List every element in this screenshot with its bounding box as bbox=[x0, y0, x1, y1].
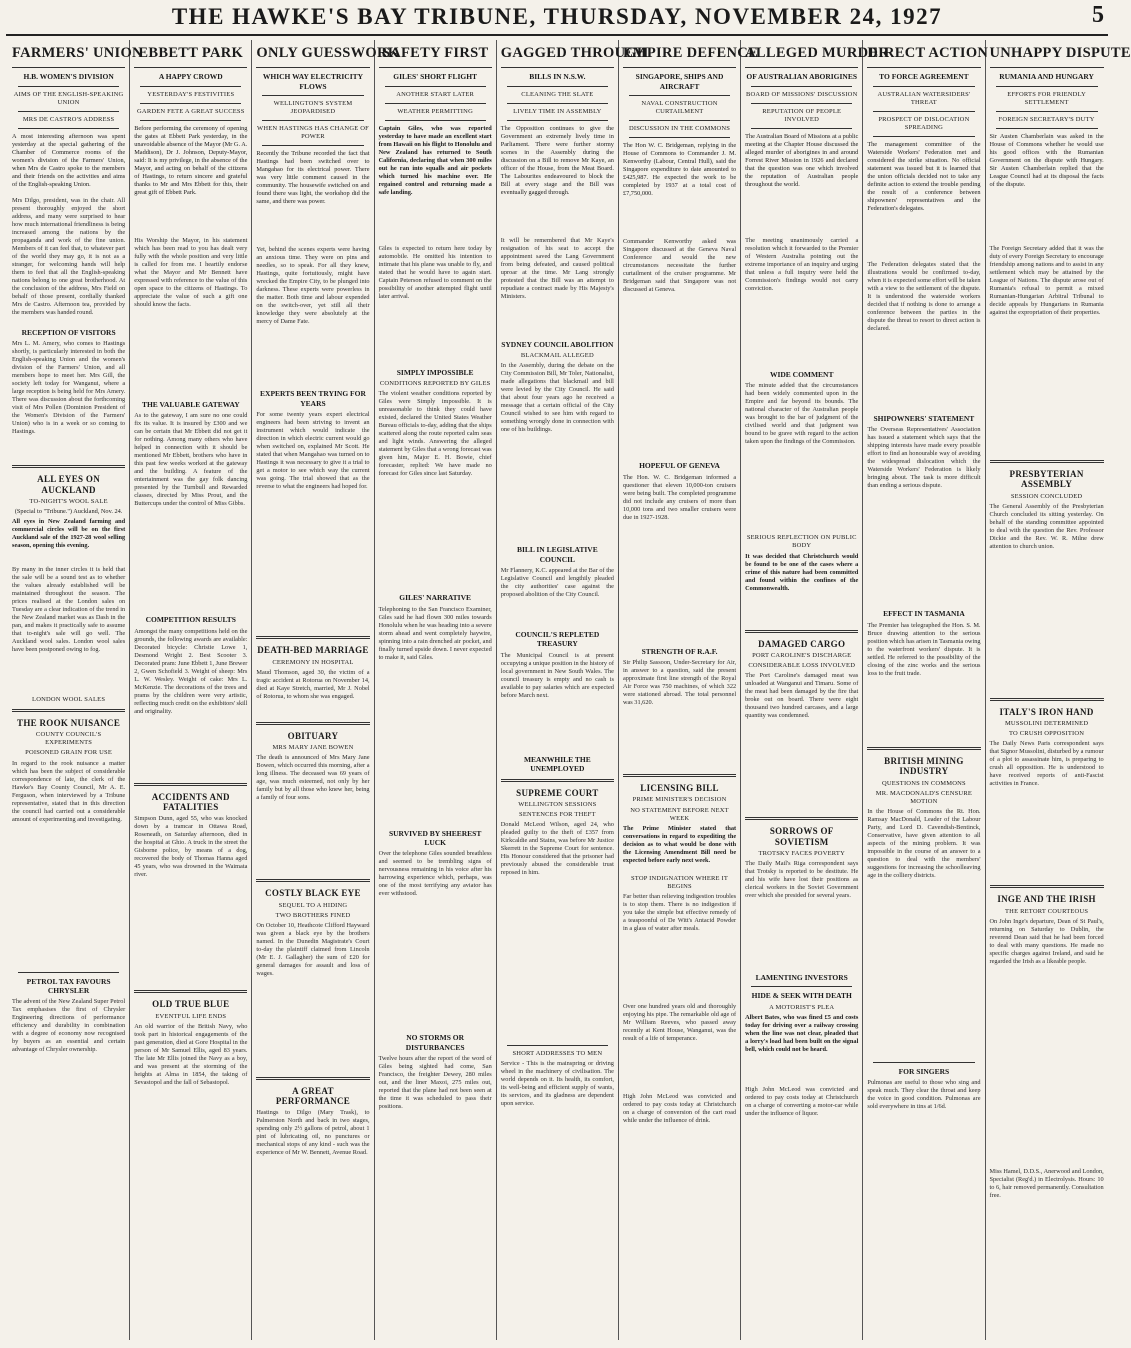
section-heading: WIDE COMMENT bbox=[769, 369, 834, 379]
divider bbox=[385, 120, 486, 121]
divider bbox=[134, 990, 247, 993]
section-heading: MEANWHILE THE UNEMPLOYED bbox=[523, 754, 591, 774]
headline: GAGGED THROUGH bbox=[501, 40, 614, 68]
section-heading: OLD TRUE BLUE bbox=[152, 999, 230, 1010]
divider bbox=[990, 885, 1104, 888]
divider bbox=[751, 128, 852, 129]
section-heading: SYDNEY COUNCIL ABOLITION bbox=[501, 339, 614, 349]
article-lead: Sir Austen Chamberlain was asked in the House of Commons whether he would use his good offices with the Rumanian Government on the dispute with Hungary. Sir Austen Chamberlain replied that the League Council had at its disposal the facts of the dispute. bbox=[989, 132, 1104, 188]
subheading: H.B. WOMEN'S DIVISION bbox=[23, 72, 114, 82]
article-body: Over the telephone Giles sounded breathless and seemed to be trembling signs of nervousness remaining in his voice after his harrowing experience which, perhaps, was one of the most terrifying any aviator has ever withstood. bbox=[378, 850, 492, 898]
section-heading: PRESBYTERIAN ASSEMBLY bbox=[1009, 468, 1084, 490]
section-heading: LAMENTING INVESTORS bbox=[755, 973, 848, 982]
article-body: The Federation delegates stated that the illustrations would be confirmed to-day, when it is expected some effort will be taken with a view to the settlement of the dispute. It is understood the waterside workers decided that if nothing is done to arrange a conference between the parties in the dispute the threat to resort to direct action is declared. bbox=[867, 261, 981, 333]
divider bbox=[507, 1045, 608, 1046]
subheading: TWO BROTHERS FINED bbox=[275, 911, 351, 919]
subheading: YESTERDAY'S FESTIVITIES bbox=[147, 90, 235, 98]
section-heading: COMPETITION RESULTS bbox=[145, 615, 236, 625]
divider bbox=[867, 747, 980, 750]
subheading: DISCUSSION IN THE COMMONS bbox=[628, 125, 731, 133]
headline: UNHAPPY DISPUTE bbox=[990, 40, 1104, 68]
subheading: COUNTY COUNCIL'S EXPERIMENTS bbox=[35, 731, 102, 747]
subheading: PORT CAROLINE'S DISCHARGE bbox=[752, 651, 852, 659]
section-heading: PETROL TAX FAVOURS CHRYSLER bbox=[26, 976, 111, 995]
divider bbox=[629, 137, 730, 138]
subheading: MRS DE CASTRO'S ADDRESS bbox=[22, 115, 115, 123]
headline: DIRECT ACTION bbox=[867, 40, 980, 68]
article-body: His Worship the Mayor, in his statement which has been read to you has dealt very fully with the whole position and very little is called for from me. I heartily endorse what the Mayor and Mr Bennett have expressed with reference to the value of this open space to the citizens of Hastings. To appreciate the value of such a gift one should know the facts. bbox=[134, 236, 248, 308]
divider bbox=[385, 103, 486, 104]
section-heading: EFFECT IN TASMANIA bbox=[883, 609, 965, 619]
subheading: QUESTIONS IN COMMONS bbox=[882, 779, 966, 787]
subheading: CONSIDERABLE LOSS INVOLVED bbox=[748, 662, 856, 670]
subheading: TROTSKY FACES POVERTY bbox=[758, 849, 845, 857]
page-number: 5 bbox=[1092, 2, 1104, 28]
divider bbox=[990, 698, 1104, 701]
masthead bbox=[0, 0, 1114, 40]
subheading: OF AUSTRALIAN ABORIGINES bbox=[746, 72, 858, 82]
subheading: SEQUEL TO A HIDING bbox=[278, 901, 348, 909]
section-heading: COSTLY BLACK EYE bbox=[265, 888, 361, 899]
section-heading: ITALY'S IRON HAND bbox=[999, 706, 1094, 717]
article-body: The Hon. W. C. Bridgeman informed a questioner that eleven 10,000-ton cruisers were being built. The completed programme did not include any cruisers of more than 10,000 tons and two smaller cruisers were due in 1927-1928. bbox=[622, 473, 737, 521]
article-body: Hastings to Dilgo (Mary Trask), to Palmerston North and back in two stages, spending only 2½ gallons of petrol, about 1 pint of lubricating oil, no punctures or mechanical stops of any kind - such was the experience of Mr W. Bennett, Avenue Road. bbox=[256, 1109, 370, 1157]
subheading: A HAPPY CROWD bbox=[158, 72, 223, 82]
article-body: High John McLeod was convicted and ordered to pay costs today at Christchurch on a charge of conversion of the cart road while under the influence of drink. bbox=[622, 1093, 737, 1125]
subheading: TO FORCE AGREEMENT bbox=[879, 72, 969, 82]
article-body: Yet, behind the scenes experts were having an anxious time. They were on pins and needles, so to speak. For all they knew, Hastings, quite fortuitously, might have wrecked the Empire City, to be plunged into darkness. These experts were powerless in the matter. Both time and labour expended on the switch-over, yet still all their knowledge they were absolutely at the mercy of Dame Fate. bbox=[256, 246, 370, 326]
section-heading: THE ROOK NUISANCE bbox=[17, 717, 121, 728]
subheading: MR. MACDONALD'S CENSURE MOTION bbox=[875, 789, 973, 805]
section-heading: OBITUARY bbox=[287, 730, 339, 741]
article-body: Sir Philip Sassoon, Under-Secretary for Air, in answer to a question, said the present approximate first line strength of the Royal Air Force was 750 machines, of which 322 were stationed abroad. The total personnel was 31,620. bbox=[622, 659, 737, 707]
article-body: The death is announced of Mrs Mary Jane Bowen, which occurred this morning, after a long illness. The deceased was 69 years of age, was much esteemed, not only by her family but by all those who knew her, being a family of four sons. bbox=[256, 754, 370, 802]
divider bbox=[751, 103, 852, 104]
section-heading: SERIOUS REFLECTION ON PUBLIC BODY bbox=[746, 534, 857, 550]
divider bbox=[256, 636, 369, 639]
article-lead: The Australian Board of Missions at a public meeting at the Chapter House discussed the alleged murder of aborigines in and around Forrest River Mission in 1926 and declared that the question was one which involved the reputation of Australian people throughout the world. bbox=[745, 132, 859, 188]
divider bbox=[623, 774, 736, 777]
article-body: Mrs Dilgo, president, was in the chair. All present thoroughly enjoyed the short address, and many were surprised to hear how much international friendliness is being increased among the nations by the propaganda and work of the fine union. Members of it can feel that, to whatever part of the world they may go, it is not as a stranger, for welcoming hands will help them to feel that all the English-speaking nations belong to one great brotherhood. At the conclusion of the address, Mrs Field on behalf of those present, cordially thanked Mrs de Castro. Afternoon tea, provided by the members was handed round. bbox=[12, 196, 126, 316]
article-body: The Foreign Secretary added that it was the duty of every Foreign Secretary to encourage friendship among nations and to assist in any settlement which may be attained by the League of Nations. The dispute arose out of Rumania's refusal to permit a mixed Rumanian-Hungarian Arbitral Tribunal to decide appeals by Hungarians in Rumania against the expropriation of their properties. bbox=[989, 244, 1104, 316]
subheading: WEATHER PERMITTING bbox=[397, 107, 473, 115]
section-heading: SIMPLY IMPOSSIBLE bbox=[396, 367, 474, 377]
section-heading: RECEPTION OF VISITORS bbox=[21, 327, 116, 337]
divider bbox=[629, 95, 730, 96]
subheading: POISONED GRAIN FOR USE bbox=[25, 749, 113, 757]
divider bbox=[262, 145, 363, 146]
article-body: The Daily Mail's Riga correspondent says that Trotsky is reported to be destitute. He and his wife have lost their positions as clerical workers in the Soviet Government over which she presided for several years. bbox=[745, 860, 859, 899]
divider bbox=[18, 86, 119, 87]
divider bbox=[751, 86, 852, 87]
subheading: BLACKMAIL ALLEGED bbox=[520, 352, 594, 360]
section-heading: SURVIVED BY SHEEREST LUCK bbox=[388, 828, 482, 848]
subheading: NAVAL CONSTRUCTION CURTAILMENT bbox=[641, 99, 718, 116]
article-body: Miss Hamel, D.D.S., Anerwood and London, Specialist (Reg'd.) in Electrolysis. Hours: 10 to 6, hair removed permanently. Consultation free. bbox=[989, 1167, 1104, 1199]
divider bbox=[873, 1062, 974, 1063]
article-body: For some twenty years expert electrical engineers had been striving to invent an instrument which would indicate the direction in which electric current would go when switched on, explained Mr Scott. He stated that when Mangahao was turned on to Hastings it was necessary to give it a trial to get a motor to see which way the current was going. The trial showed that as the reverse to what the engineers had hoped for. bbox=[256, 411, 370, 491]
subheading: CEREMONY IN HOSPITAL bbox=[272, 658, 354, 666]
article-lead: Before performing the ceremony of opening the gates at Ebbett Park yesterday, in the unavoidable absence of the Mayor (Mr G. A. Maddison), Dr J. Johnson, Deputy-Mayor, said: It is my privilege, in the absence of the Mayor, and acting on behalf of the citizens of Hastings, to return sincere and grateful thanks to Mr and Mrs Ebbett for this, their great gift of Ebbett Park. bbox=[134, 124, 248, 196]
subheading: TO-NIGHT'S WOOL SALE bbox=[29, 498, 108, 506]
divider bbox=[873, 86, 974, 87]
article-body: It will be remembered that Mr Kaye's resignation of his seat to accept the appointment saved the Lang Government from being defeated, and caused political uproar at the time. Mr Lang strongly protested that the Bill was an attempt to repudiate a contract made by His Majesty's Ministers. bbox=[500, 236, 614, 300]
article-lead: The Prime Minister stated that conversations in regard to expediting the decision as to what would be done with the Licensing Amendment Bill need be expected before early next week. bbox=[622, 824, 737, 864]
column-farmers-union bbox=[8, 40, 143, 1340]
subheading: GILES' SHORT FLIGHT bbox=[393, 72, 478, 82]
divider bbox=[12, 465, 125, 468]
section-heading: BRITISH MINING INDUSTRY bbox=[884, 755, 964, 777]
article-body: Telephoning to the San Francisco Examiner, Giles said he had flown 300 miles towards Honolulu when he was heading into a severe storm ahead and went completely haywire, spinning into a rain drenched air pocket, and finally turned upside down. I never expected to make it, said Giles. bbox=[378, 605, 492, 661]
article-body: By many in the inner circles it is held that the sale will be a sound test as to whether the values already established will be maintained throughout the season. The prices realised at the London sales on Tuesday are a clear indication of the trend in the New Zealand market was as Dash in the pan, and makes it practically safe to assume that to-night's sale will go well. The Auckland wool sales. London wool sales have been postponed owing to fog. bbox=[12, 565, 126, 653]
article-body: Over one hundred years old and thoroughly enjoying his pipe. The remarkable old age of Mr William Reeves, who passed away recently at Kent House, Wanganui, was the result of a life of temperance. bbox=[622, 1003, 737, 1043]
article-body: On October 10, Heathcote Clifford Hayward was given a black eye by the brothers named. In the Dunedin Magistrate's Court to-day the plaintiff claimed from Lincoln (Mr E. J. Gallagher) the sum of £20 for general damages for assault and loss of wages. bbox=[256, 921, 370, 977]
divider bbox=[745, 817, 858, 820]
subheading: AIMS OF THE ENGLISH-SPEAKING UNION bbox=[13, 90, 124, 106]
section-heading: SHORT ADDRESSES TO MEN bbox=[512, 1050, 603, 1058]
divider bbox=[385, 86, 486, 87]
divider bbox=[996, 128, 1098, 129]
column-empire-defence bbox=[619, 40, 759, 1340]
section-heading: LICENSING BILL bbox=[640, 783, 719, 794]
divider bbox=[18, 111, 119, 112]
article-lead: It was decided that Christchurch would be found to be one of the cases where a crime of this nature had been committed and found within the confines of the Commonwealth. bbox=[745, 552, 859, 592]
article-body: The meeting unanimously carried a resolution which it forwarded to the Premier of Western Australia pointing out the extreme importance of an inquiry and urging that unless a full inquiry were held the Commission's findings would not carry conviction. bbox=[745, 236, 859, 292]
article-body: An old warrior of the British Navy, who took part in historical engagements of the past generation, died at Gore Hospital in the person of Mr Samuel Ellis, aged 83 years. The late Mr Ellis joined the Navy as a boy, and was present at the storming of the heights at Alma in 1854, the taking of Sevastopol and the fall of Sebastopol. bbox=[134, 1022, 248, 1086]
column-direct-action bbox=[863, 40, 989, 1340]
page-columns bbox=[8, 40, 1131, 1340]
subheading: CONDITIONS REPORTED BY GILES bbox=[379, 380, 491, 388]
section-heading: SORROWS OF SOVIETISM bbox=[769, 826, 834, 847]
article-body: Commander Kenworthy asked was Singapore discussed at the Geneva Naval Conference and would the new circumstances necessitate the further curtailment of the cruiser programme. Mr Bridgeman said that Singapore was not discussed at Geneva. bbox=[622, 238, 737, 294]
divider bbox=[140, 103, 241, 104]
subheading: TO CRUSH OPPOSITION bbox=[1008, 730, 1085, 738]
column-safety-first bbox=[375, 40, 497, 1340]
subheading: A MOTORIST'S PLEA bbox=[769, 1003, 835, 1011]
subheading: RUMANIA AND HUNGARY bbox=[999, 72, 1094, 82]
article-body: In the Assembly, during the debate on the City Commission Bill, Mr Toler, Nationalist, made allegations that blackmail and bill were levied by the City Council. He said that about four years ago he received a message that a certain official of the City Council wished to see him with regard to something wrongly done in connection with one of his buildings. bbox=[500, 362, 614, 434]
article-body: The minute added that the circumstances had been widely commented upon in the Empire and far beyond its bounds. The national character of the Australian people was brought to the bar of judgment of the civilised world and that judgment was bound to be grave with regard to the action taken upon the findings of the Commission. bbox=[745, 382, 859, 446]
article-lead: All eyes in New Zealand farming and commercial circles will be on the first Auckland sale of the 1927-28 wool selling season, opening this evening. bbox=[12, 517, 126, 549]
subheading: BOARD OF MISSIONS' DISCUSSION bbox=[745, 90, 858, 98]
subheading: SESSION CONCLUDED bbox=[1010, 492, 1083, 500]
dateline: (Special to "Tribune.") Auckland, Nov. 24. bbox=[14, 508, 123, 516]
section-heading: STOP INDIGNATION WHERE IT BEGINS bbox=[630, 874, 729, 890]
subheading: BILLS IN N.S.W. bbox=[529, 72, 586, 82]
article-body: The Premier has telegraphed the Hon. S. M. Bruce drawing attention to the serious position which has arisen in Tasmania owing to the waterfront workers' dispute. It is settled. He referred to the possibility of the closing of the zinc works and the serious loss to the fruit trade. bbox=[867, 621, 981, 677]
subheading: GARDEN FETE A GREAT SUCCESS bbox=[137, 107, 245, 115]
headline: SAFETY FIRST bbox=[379, 40, 492, 68]
article-body: The Port Caroline's damaged meat was unloaded at Wanganui and Timaru. Some of the meat had been damaged by the fire that broke out on board. There were eight thousand two hundred carcases, and a large quantity was condemned. bbox=[745, 672, 859, 720]
divider bbox=[629, 120, 730, 121]
divider bbox=[140, 120, 241, 121]
column-gagged-through bbox=[497, 40, 649, 1340]
divider bbox=[134, 783, 247, 786]
article-body: The advent of the New Zealand Super Petrol Tax emphasises the first of Chrysler Engineering directions of performance efficiency and durability in combination with a degree of economy now recognised by buyers as an essential and certain advantage of Chrysler ownership. bbox=[12, 998, 126, 1054]
section-heading: COUNCIL'S REPLETED TREASURY bbox=[515, 630, 600, 649]
newspaper-title: THE HAWKE'S BAY TRIBUNE, THURSDAY, NOVEMBER 24, 1927 bbox=[171, 4, 943, 29]
article-body: Twelve hours after the report of the word of Giles being sighted had come, San Francisco, the freighter Dewey, 280 miles out, and the liner Maxoi, 275 miles out, reported that the plane had not been seen at the time it was scheduled to pass their positions. bbox=[378, 1055, 492, 1111]
subheading: WELLINGTON SESSIONS bbox=[518, 800, 597, 808]
article-lead: Recently the Tribune recorded the fact that Hastings had been switched over to Mangahao for its electrical power. There was very little comment caused in the community. The housewife switched on and found there was light, the workshop did the same, and there was power. bbox=[256, 150, 370, 206]
article-lead: The Opposition continues to give the Government an extremely lively time in Parliament. There were further stormy scenes in the Assembly during the discussion on a Bill to remove Mr Kaye, an officer of the House, from the Meat Board. The Labourites endeavoured to block the Bill at every stage and the Bill was eventually gagged through. bbox=[500, 124, 614, 196]
article-body: Mrs L. M. Amery, who comes to Hastings shortly, is particularly interested in both the English-speaking Union and the women's division of the Farmers' Union, and all members hope to meet her. Mrs Gill, the society left today for Wanganui, where a large reception is being held for Mrs Amery. There was discussion about the forthcoming visit of Mrs Pollen (Dominion President of the Women's Division of the Farmers' Union) who is in a week or so coming to Hastings. bbox=[12, 340, 126, 436]
divider bbox=[996, 86, 1098, 87]
subheading: SINGAPORE, SHIPS AND AIRCRAFT bbox=[635, 72, 724, 91]
divider bbox=[18, 972, 119, 973]
section-heading: THE VALUABLE GATEWAY bbox=[141, 399, 240, 409]
article-body: The General Assembly of the Presbyterian Church concluded its sitting yesterday. On behalf of the standing committee appointed to deal with the question the Rev. Professor Dickie and the Rev. W. R. Milne drew attention to church union. bbox=[989, 502, 1104, 550]
headline: ALLEGED MURDER bbox=[745, 40, 858, 68]
subheading: EVENTFUL LIFE ENDS bbox=[155, 1012, 227, 1020]
article-body: Simpson Dunn, aged 55, who was knocked down by a tramcar in Ottawa Road, Roseneath, on Saturday afternoon, died in the hospital at Ghio. A truck in the street the Gisborne police, by means of a dog, recovered the body of Thomas Hanna aged 45 years, who was drowned in the Waimata river. bbox=[134, 815, 248, 879]
subheading: WHEN HASTINGS HAS CHANGE OF POWER bbox=[257, 125, 369, 141]
divider bbox=[873, 136, 974, 137]
section-heading: EXPERTS BEEN TRYING FOR YEARS bbox=[260, 389, 366, 408]
article-lead: Captain Giles, who was reported yesterday to have made an excellent start from Hawaii on his flight to Honolulu and New Zealand has returned to South California, declaring that when 300 miles out he ran into squalls and air pockets which turned his machine over. He regained control and returning made a safe landing. bbox=[378, 124, 492, 196]
headline: FARMERS' UNION bbox=[12, 40, 125, 68]
divider bbox=[507, 86, 608, 87]
masthead-rule bbox=[6, 34, 1108, 36]
article-lead: The management committee of the Waterside Workers' Federation met and considered the strike situation. No official statement was issued but it is learned that the union officials decided not to take any definite action to extend the trouble pending the result of a conference between shipowners' representatives and the Federation's delegates. bbox=[867, 141, 981, 213]
article-body: High John McLeod was convicted and ordered to pay costs today at Christchurch on a charge of converting a motor-car while under the influence of liquor. bbox=[745, 1085, 859, 1117]
section-heading: SUPREME COURT bbox=[516, 787, 599, 798]
article-lead: The Hon W. C. Bridgeman, replying in the House of Commons to Commander J. M. Kenworthy (Labour, Central Hull), said the Singapore expenditure to date amounted to £425,987. He expected the work to be completed by 1937 at a total cost of £7,750,000. bbox=[622, 142, 737, 198]
subheading: LIVELY TIME IN ASSEMBLY bbox=[513, 107, 602, 115]
subheading: AUSTRALIAN WATERSIDERS' THREAT bbox=[877, 90, 971, 106]
divider bbox=[262, 120, 363, 121]
section-heading: SHIPOWNERS' STATEMENT bbox=[873, 414, 975, 424]
divider bbox=[140, 86, 241, 87]
article-lead: Albert Bates, who was fined £5 and costs today for driving over a railway crossing when the line was not clear, pleaded that a lorry's load had been built on the signal bell, which could not be heard. bbox=[745, 1013, 859, 1053]
divider bbox=[751, 986, 852, 987]
section-heading: BILL IN LEGISLATIVE COUNCIL bbox=[516, 545, 598, 564]
column-ebbett-park bbox=[130, 40, 252, 1340]
article-body: The Municipal Council is at present occupying a unique position in the history of local government in New South Wales. The council treasury is empty and no cash is available to pay salaries which are expected before March next. bbox=[500, 651, 614, 699]
divider bbox=[996, 111, 1098, 112]
section-heading: NO STORMS OR DISTURBANCES bbox=[405, 1033, 465, 1052]
divider bbox=[507, 103, 608, 104]
divider bbox=[745, 630, 858, 633]
article-body: Far better than relieving indigestion troubles is to stop them. There is no indigestion if you take the simple but effective remedy of a teaspoonful of De Witt's Antacid Powder in a glass of water after meals. bbox=[622, 893, 737, 933]
article-body: Maud Thomson, aged 30, the victim of a tragic accident at Rotorua on November 14, died at Kaye Stretch, married, Mr J. Nobel of Rotorua, to whom she was engaged. bbox=[256, 668, 370, 700]
section-heading: ALL EYES ON AUCKLAND bbox=[37, 474, 100, 495]
subheading: THE RETORT COURTEOUS bbox=[1005, 907, 1089, 915]
subheading: ANOTHER START LATER bbox=[396, 90, 475, 98]
section-heading: ACCIDENTS AND FATALITIES bbox=[151, 791, 230, 812]
article-body: Donald McLeod Wilson, aged 24, who pleaded guilty to the theft of £357 from Kirkcaldie and Stains, was before Mr Justice Skerrett in the Supreme Court for sentence. His Honour considered that the prisoner had previously abused the considerable trust reposed in him. bbox=[500, 821, 614, 877]
article-body: Service - This is the mainspring or driving wheel in the machinery of civilisation. The world depends on it. Its health, its comfort, its well-being and efficient supply of wants, its services, and its gladness are dependent upon service. bbox=[500, 1060, 614, 1108]
headline: EMPIRE DEFENCE bbox=[623, 40, 736, 68]
subheading: FOREIGN SECRETARY'S DUTY bbox=[998, 115, 1095, 123]
subheading: WELLINGTON'S SYSTEM JEOPARDISED bbox=[273, 99, 353, 116]
subheading: PRIME MINISTER'S DECISION bbox=[632, 796, 727, 804]
subheading: SENTENCES FOR THEFT bbox=[519, 811, 596, 819]
article-body: Giles is expected to return here today by automobile. He omitted his intention to intimate that his plane was unable to fly, and stated that he would have to again start. Captain Peterson refused to comment on the possibility of another attempted flight until later arrival. bbox=[378, 244, 492, 300]
article-body: Pulmonas are useful to those who sing and speak much. They clear the throat and keep the voice in good condition. Pulmonas are sold everywhere in tins at 1/6d. bbox=[867, 1079, 981, 1111]
divider bbox=[501, 779, 614, 782]
divider bbox=[873, 111, 974, 112]
article-body: As to the gateway, I am sure no one could fix its value. It is insured by £300 and we can be certain that Mr Ebbett did not get it for nothing. Among many others who have helped in connection with it should be mentioned Mr Ebbett, brothers who have in this past few weeks worked at the gateway and the building. A feature of the entertainment was the gay folk dancing presented by the Turnbull and Rewarded classes, directed by Miss Prout, and the Buttercups under the control of Miss Gibbs. bbox=[134, 412, 248, 508]
divider bbox=[990, 460, 1104, 463]
subheading: MUSSOLINI DETERMINED bbox=[1004, 720, 1089, 728]
article-body: Amongst the many competitions held on the grounds, the following awards are available: Decorated bicycle: Christie Lowe 1, Desmond Wright 2. Best Scooter 3. Decorated pram: June Ebbett 1, June Brewer 2, Gwen Schofield 3. Weight of sheep: Mrs L. W. Wesley. Weight of cake: Mrs L. McKenzie. The decorations of the trees and prams by the children were very artistic, reflecting much credit on the exhibitors' skill and originality. bbox=[134, 627, 248, 715]
subheading: REPUTATION OF PEOPLE INVOLVED bbox=[762, 107, 842, 123]
subheading: WHICH WAY ELECTRICITY FLOWS bbox=[262, 72, 364, 91]
headline: ONLY GUESSWORK bbox=[256, 40, 369, 68]
article-body: In the House of Commons the Rt. Hon. Ramsay MacDonald, Leader of the Labour Party, and Lord D. Cavendish-Bentinck, Conservative, have given attention to all aspects of the mining problem. It was impossible in the course of an answer to a question to deal with the members' suggestions for increasing the schoolleaving age in the colliery districts. bbox=[867, 807, 981, 879]
divider bbox=[262, 95, 363, 96]
section-heading: DEATH-BED MARRIAGE bbox=[257, 645, 369, 656]
article-body: Mr Flannery, K.C. appeared at the Bar of the Legislative Council and lengthily pleaded the city authorities' case against the proposed abolition of the City Council. bbox=[500, 567, 614, 599]
article-lead: A most interesting afternoon was spent yesterday at the special gathering of the Chamber of Commerce rooms of the women's division of the Farmers' Union, when Mrs de Castro spoke to the members and their friends on the activities and aims of the English-speaking Union. bbox=[12, 132, 126, 188]
subheading: MRS MARY JANE BOWEN bbox=[272, 744, 354, 752]
column-unhappy-dispute bbox=[986, 40, 1131, 1340]
headline: EBBETT PARK bbox=[134, 40, 247, 68]
divider bbox=[256, 879, 369, 882]
article-body: The Overseas Representatives' Association has issued a statement which says that the shipping interests have made every possible effort to find an honourable way of avoiding the widespread dislocation which the Waterside Workers' Federation is likely bringing about. The task is more difficult than ending a serious dispute. bbox=[867, 426, 981, 490]
section-heading: GILES' NARRATIVE bbox=[399, 593, 472, 603]
subheading: PROSPECT OF DISLOCATION SPREADING bbox=[878, 115, 970, 131]
section-heading: A GREAT PERFORMANCE bbox=[275, 1085, 351, 1107]
article-body: On John Inge's departure, Dean of St Paul's, returning on Saturday to Dublin, the reverend Dean said that he had been forced to deal with many questions. He made no specific charges against Ireland, and said he regarded the Irish as a likeable people. bbox=[989, 917, 1104, 965]
section-heading: HOPEFUL OF GENEVA bbox=[639, 461, 720, 471]
section-heading: LONDON WOOL SALES bbox=[32, 695, 106, 703]
divider bbox=[12, 709, 125, 712]
section-heading: INGE AND THE IRISH bbox=[997, 894, 1096, 905]
divider bbox=[507, 120, 608, 121]
divider bbox=[18, 128, 119, 129]
divider bbox=[256, 1077, 369, 1080]
subheading: NO STATEMENT BEFORE NEXT WEEK bbox=[630, 806, 729, 822]
subheading: EFFORTS FOR FRIENDLY SETTLEMENT bbox=[1007, 90, 1086, 106]
column-only-guesswork bbox=[252, 40, 400, 1340]
section-heading: DAMAGED CARGO bbox=[758, 638, 846, 649]
article-body: The violent weather conditions reported by Giles were Simply impossible. It is unreasonable to think they could have existed, declared the United States Weather Bureau officials to-day, adding that the ships scattered along the route reported calm seas and light winds. Answering the alleged statement by Giles that a wrong forecast was given him, Major E. H. Bowie, chief forecaster, replied: We have made no forecast for Giles since last Saturday. bbox=[378, 390, 492, 478]
section-heading: STRENGTH OF R.A.F. bbox=[641, 646, 718, 656]
article-body: In regard to the rook nuisance a matter which has been the subject of considerable correspondence of late, the clerk of the Hawke's Bay County Council, Mr A. E. Ferguson, when interviewed by a Tribune representative, stated that in this direction the council had carried out a considerable amount of experimenting and investigating. bbox=[12, 759, 126, 823]
section-heading: FOR SINGERS bbox=[898, 1066, 950, 1076]
section-heading: HIDE & SEEK WITH DEATH bbox=[751, 991, 852, 1001]
column-alleged-murder bbox=[741, 40, 890, 1340]
article-body: The Daily News Paris correspondent says that Signor Mussolini, disturbed by a rumour of a plot to assassinate him, is preparing to crush all opposition. He is understood to have received reports of anti-Fascist activities in France. bbox=[989, 740, 1104, 788]
divider bbox=[256, 722, 369, 725]
subheading: CLEANING THE SLATE bbox=[521, 90, 594, 98]
